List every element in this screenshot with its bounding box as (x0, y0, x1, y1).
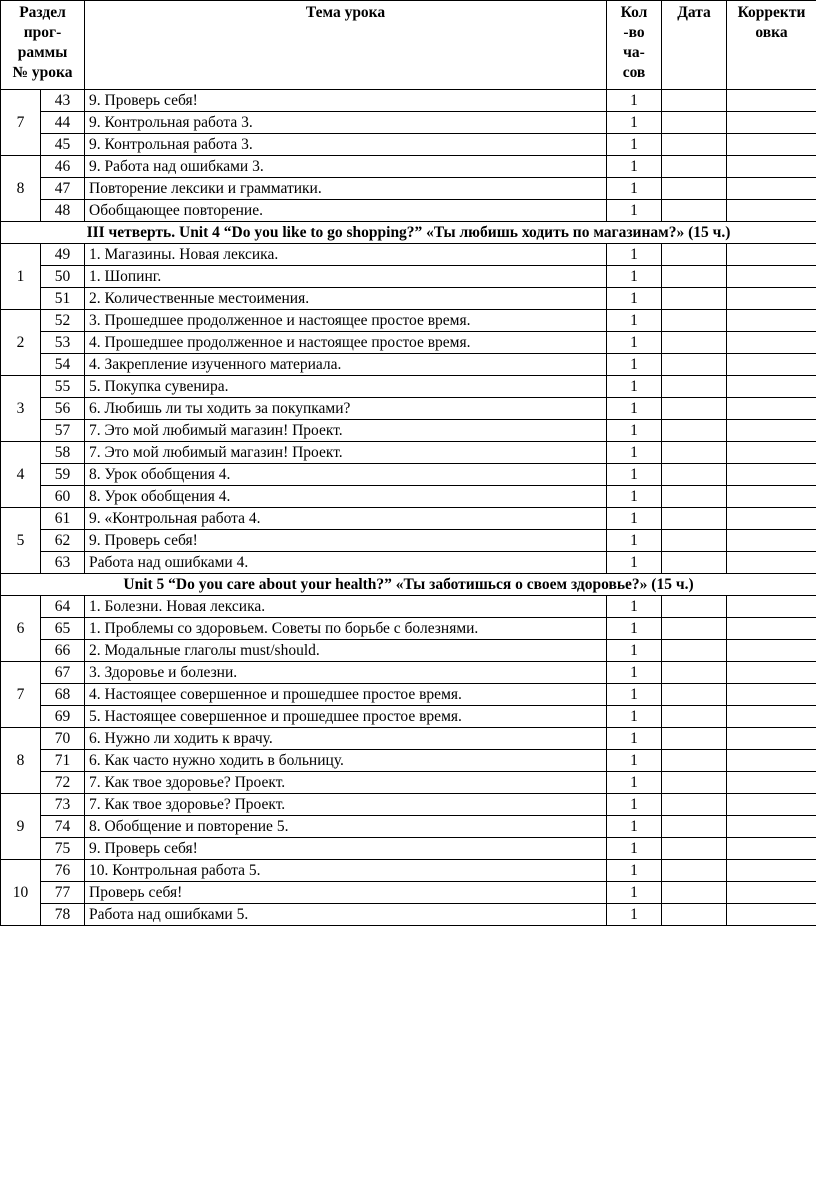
date-cell (662, 662, 727, 684)
table-row (1, 684, 816, 706)
date-cell (662, 464, 727, 486)
header-hours-line: -во (623, 24, 645, 41)
date-cell (662, 816, 727, 838)
table-row (1, 772, 816, 794)
lesson-topic-cell: 9. Проверь себя! (85, 530, 607, 552)
table-row (1, 244, 816, 266)
lesson-topic-cell: 2. Модальные глаголы must/should. (85, 640, 607, 662)
lesson-topic-cell: Проверь себя! (85, 882, 607, 904)
correction-cell (727, 420, 816, 442)
lesson-number-cell: 71 (41, 750, 85, 772)
date-cell (662, 288, 727, 310)
section-cell: 8 (1, 728, 41, 794)
lesson-number-cell: 54 (41, 354, 85, 376)
lesson-number-cell: 59 (41, 464, 85, 486)
lesson-topic-cell: 3. Здоровье и болезни. (85, 662, 607, 684)
date-cell (662, 442, 727, 464)
header-correction-line: Корректи (737, 4, 806, 21)
hours-cell: 1 (607, 882, 662, 904)
date-cell (662, 90, 727, 112)
hours-cell: 1 (607, 266, 662, 288)
lesson-topic-cell: 9. Работа над ошибками 3. (85, 156, 607, 178)
correction-cell (727, 134, 816, 156)
correction-cell (727, 816, 816, 838)
header-row (1, 1, 816, 90)
date-cell (662, 706, 727, 728)
hours-cell: 1 (607, 596, 662, 618)
date-cell (662, 750, 727, 772)
correction-cell (727, 596, 816, 618)
date-cell (662, 904, 727, 926)
table-row (1, 90, 816, 112)
date-cell (662, 530, 727, 552)
lesson-topic-cell: 4. Настоящее совершенное и прошедшее простое время. (85, 684, 607, 706)
correction-cell (727, 244, 816, 266)
lesson-topic-cell: 9. «Контрольная работа 4. (85, 508, 607, 530)
lesson-topic-cell: Повторение лексики и грамматики. (85, 178, 607, 200)
header-section (1, 1, 85, 90)
table-row (1, 398, 816, 420)
date-cell (662, 772, 727, 794)
hours-cell: 1 (607, 178, 662, 200)
header-section-line: прог- (23, 24, 62, 41)
lesson-topic-cell: 10. Контрольная работа 5. (85, 860, 607, 882)
lesson-topic-cell: 8. Урок обобщения 4. (85, 486, 607, 508)
table-row (1, 156, 816, 178)
correction-cell (727, 662, 816, 684)
header-section-line: Раздел (19, 4, 66, 21)
table-row (1, 618, 816, 640)
table-row (1, 860, 816, 882)
lesson-number-cell: 67 (41, 662, 85, 684)
hours-cell: 1 (607, 904, 662, 926)
header-section-line: раммы (17, 44, 68, 61)
table-row (1, 596, 816, 618)
lesson-number-cell: 52 (41, 310, 85, 332)
hours-cell: 1 (607, 794, 662, 816)
lesson-topic-cell: 4. Прошедшее продолженное и настоящее простое время. (85, 332, 607, 354)
date-cell (662, 618, 727, 640)
lesson-topic-cell: Работа над ошибками 4. (85, 552, 607, 574)
correction-cell (727, 398, 816, 420)
correction-cell (727, 266, 816, 288)
table-row (1, 662, 816, 684)
lesson-number-cell: 51 (41, 288, 85, 310)
correction-cell (727, 618, 816, 640)
correction-cell (727, 838, 816, 860)
hours-cell: 1 (607, 860, 662, 882)
lesson-topic-cell: 4. Закрепление изученного материала. (85, 354, 607, 376)
date-cell (662, 838, 727, 860)
date-cell (662, 332, 727, 354)
lesson-number-cell: 63 (41, 552, 85, 574)
lesson-number-cell: 43 (41, 90, 85, 112)
lesson-number-cell: 45 (41, 134, 85, 156)
table-row (1, 420, 816, 442)
correction-cell (727, 904, 816, 926)
section-cell: 3 (1, 376, 41, 442)
lesson-topic-cell: 6. Нужно ли ходить к врачу. (85, 728, 607, 750)
table-row (1, 882, 816, 904)
date-cell (662, 244, 727, 266)
table-row (1, 112, 816, 134)
lesson-number-cell: 49 (41, 244, 85, 266)
hours-cell: 1 (607, 838, 662, 860)
hours-cell: 1 (607, 530, 662, 552)
hours-cell: 1 (607, 90, 662, 112)
section-cell: 8 (1, 156, 41, 222)
correction-cell (727, 288, 816, 310)
lesson-topic-cell: 2. Количественные местоимения. (85, 288, 607, 310)
date-cell (662, 420, 727, 442)
correction-cell (727, 706, 816, 728)
lesson-topic-cell: 8. Обобщение и повторение 5. (85, 816, 607, 838)
date-cell (662, 310, 727, 332)
hours-cell: 1 (607, 640, 662, 662)
date-cell (662, 860, 727, 882)
correction-cell (727, 464, 816, 486)
table-row (1, 794, 816, 816)
header-hours-line: Кол (620, 4, 648, 21)
table-row (1, 530, 816, 552)
hours-cell: 1 (607, 134, 662, 156)
header-topic: Тема урока (85, 1, 607, 90)
correction-cell (727, 486, 816, 508)
section-cell: 4 (1, 442, 41, 508)
lesson-number-cell: 46 (41, 156, 85, 178)
correction-cell (727, 860, 816, 882)
lesson-number-cell: 65 (41, 618, 85, 640)
correction-cell (727, 178, 816, 200)
correction-cell (727, 508, 816, 530)
date-cell (662, 354, 727, 376)
lesson-number-cell: 55 (41, 376, 85, 398)
quarter-heading: Unit 5 “Do you care about your health?” «Ты заботишься о своем здоровье?» (15 ч.) (1, 574, 816, 596)
correction-cell (727, 640, 816, 662)
lesson-topic-cell: 3. Прошедшее продолженное и настоящее простое время. (85, 310, 607, 332)
hours-cell: 1 (607, 354, 662, 376)
header-section-line: № урока (12, 64, 73, 81)
hours-cell: 1 (607, 552, 662, 574)
section-cell: 2 (1, 310, 41, 376)
lesson-topic-cell: 9. Контрольная работа 3. (85, 112, 607, 134)
table-row (1, 816, 816, 838)
table-row (1, 354, 816, 376)
date-cell (662, 596, 727, 618)
table-row (1, 178, 816, 200)
lesson-number-cell: 50 (41, 266, 85, 288)
section-cell: 10 (1, 860, 41, 926)
hours-cell: 1 (607, 508, 662, 530)
section-cell: 9 (1, 794, 41, 860)
header-hours (607, 1, 662, 90)
hours-cell: 1 (607, 288, 662, 310)
correction-cell (727, 112, 816, 134)
quarter-row (1, 222, 816, 244)
hours-cell: 1 (607, 442, 662, 464)
table-row (1, 838, 816, 860)
hours-cell: 1 (607, 618, 662, 640)
correction-cell (727, 200, 816, 222)
table-row (1, 200, 816, 222)
correction-cell (727, 882, 816, 904)
date-cell (662, 684, 727, 706)
correction-cell (727, 376, 816, 398)
hours-cell: 1 (607, 706, 662, 728)
table-row (1, 640, 816, 662)
lesson-number-cell: 58 (41, 442, 85, 464)
date-cell (662, 552, 727, 574)
lesson-number-cell: 73 (41, 794, 85, 816)
lesson-number-cell: 47 (41, 178, 85, 200)
table-row (1, 288, 816, 310)
date-cell (662, 882, 727, 904)
lesson-topic-cell: 8. Урок обобщения 4. (85, 464, 607, 486)
correction-cell (727, 442, 816, 464)
hours-cell: 1 (607, 420, 662, 442)
quarter-row (1, 574, 816, 596)
correction-cell (727, 354, 816, 376)
correction-cell (727, 310, 816, 332)
lesson-topic-cell: Обобщающее повторение. (85, 200, 607, 222)
header-correction-line: овка (755, 24, 788, 41)
hours-cell: 1 (607, 398, 662, 420)
table-row (1, 486, 816, 508)
date-cell (662, 266, 727, 288)
table-row (1, 464, 816, 486)
lesson-number-cell: 57 (41, 420, 85, 442)
correction-cell (727, 750, 816, 772)
lesson-topic-cell: 1. Проблемы со здоровьем. Советы по борьбе с болезнями. (85, 618, 607, 640)
lesson-topic-cell: 6. Как часто нужно ходить в больницу. (85, 750, 607, 772)
section-cell: 6 (1, 596, 41, 662)
hours-cell: 1 (607, 332, 662, 354)
lesson-topic-cell: 6. Любишь ли ты ходить за покупками? (85, 398, 607, 420)
lesson-number-cell: 64 (41, 596, 85, 618)
date-cell (662, 640, 727, 662)
lesson-topic-cell: 9. Проверь себя! (85, 838, 607, 860)
table-row (1, 310, 816, 332)
quarter-heading: III четверть. Unit 4 “Do you like to go shopping?” «Ты любишь ходить по магазинам?» (15 ч.) (1, 222, 816, 244)
table-body (1, 90, 816, 926)
lesson-topic-cell: 7. Это мой любимый магазин! Проект. (85, 442, 607, 464)
hours-cell: 1 (607, 112, 662, 134)
lesson-number-cell: 60 (41, 486, 85, 508)
correction-cell (727, 794, 816, 816)
correction-cell (727, 728, 816, 750)
lesson-topic-cell: Работа над ошибками 5. (85, 904, 607, 926)
lesson-number-cell: 75 (41, 838, 85, 860)
date-cell (662, 398, 727, 420)
table-row (1, 442, 816, 464)
table-row (1, 552, 816, 574)
date-cell (662, 728, 727, 750)
hours-cell: 1 (607, 200, 662, 222)
date-cell (662, 376, 727, 398)
correction-cell (727, 90, 816, 112)
table-row (1, 904, 816, 926)
header-date: Дата (662, 1, 727, 90)
lesson-number-cell: 66 (41, 640, 85, 662)
date-cell (662, 200, 727, 222)
lesson-number-cell: 76 (41, 860, 85, 882)
date-cell (662, 486, 727, 508)
date-cell (662, 508, 727, 530)
lesson-topic-cell: 9. Контрольная работа 3. (85, 134, 607, 156)
correction-cell (727, 530, 816, 552)
lesson-number-cell: 69 (41, 706, 85, 728)
correction-cell (727, 332, 816, 354)
lesson-topic-cell: 1. Шопинг. (85, 266, 607, 288)
table-row (1, 266, 816, 288)
date-cell (662, 112, 727, 134)
hours-cell: 1 (607, 464, 662, 486)
date-cell (662, 134, 727, 156)
table-row (1, 508, 816, 530)
table-header (1, 1, 816, 90)
header-hours-line: сов (622, 64, 646, 81)
header-hours-line: ча- (623, 44, 645, 61)
lesson-number-cell: 44 (41, 112, 85, 134)
date-cell (662, 794, 727, 816)
table-row (1, 706, 816, 728)
correction-cell (727, 552, 816, 574)
hours-cell: 1 (607, 486, 662, 508)
lesson-topic-cell: 1. Болезни. Новая лексика. (85, 596, 607, 618)
correction-cell (727, 684, 816, 706)
hours-cell: 1 (607, 310, 662, 332)
section-cell: 5 (1, 508, 41, 574)
hours-cell: 1 (607, 728, 662, 750)
table-row (1, 332, 816, 354)
date-cell (662, 178, 727, 200)
hours-cell: 1 (607, 244, 662, 266)
lesson-topic-cell: 7. Как твое здоровье? Проект. (85, 794, 607, 816)
hours-cell: 1 (607, 816, 662, 838)
lesson-number-cell: 53 (41, 332, 85, 354)
table-row (1, 134, 816, 156)
lesson-topic-cell: 7. Как твое здоровье? Проект. (85, 772, 607, 794)
header-correction (727, 1, 816, 90)
lesson-number-cell: 72 (41, 772, 85, 794)
lesson-number-cell: 78 (41, 904, 85, 926)
table-row (1, 750, 816, 772)
lesson-number-cell: 74 (41, 816, 85, 838)
date-cell (662, 156, 727, 178)
lesson-topic-cell: 5. Настоящее совершенное и прошедшее простое время. (85, 706, 607, 728)
lesson-number-cell: 68 (41, 684, 85, 706)
hours-cell: 1 (607, 376, 662, 398)
hours-cell: 1 (607, 662, 662, 684)
hours-cell: 1 (607, 750, 662, 772)
hours-cell: 1 (607, 772, 662, 794)
hours-cell: 1 (607, 156, 662, 178)
correction-cell (727, 772, 816, 794)
lesson-topic-cell: 9. Проверь себя! (85, 90, 607, 112)
section-cell: 7 (1, 662, 41, 728)
lesson-topic-cell: 5. Покупка сувенира. (85, 376, 607, 398)
hours-cell: 1 (607, 684, 662, 706)
section-cell: 1 (1, 244, 41, 310)
lesson-topic-cell: 1. Магазины. Новая лексика. (85, 244, 607, 266)
lesson-number-cell: 48 (41, 200, 85, 222)
lesson-number-cell: 56 (41, 398, 85, 420)
lesson-topic-cell: 7. Это мой любимый магазин! Проект. (85, 420, 607, 442)
lesson-number-cell: 61 (41, 508, 85, 530)
lesson-number-cell: 77 (41, 882, 85, 904)
table-row (1, 376, 816, 398)
lesson-number-cell: 62 (41, 530, 85, 552)
section-cell: 7 (1, 90, 41, 156)
correction-cell (727, 156, 816, 178)
table-row (1, 728, 816, 750)
lesson-number-cell: 70 (41, 728, 85, 750)
